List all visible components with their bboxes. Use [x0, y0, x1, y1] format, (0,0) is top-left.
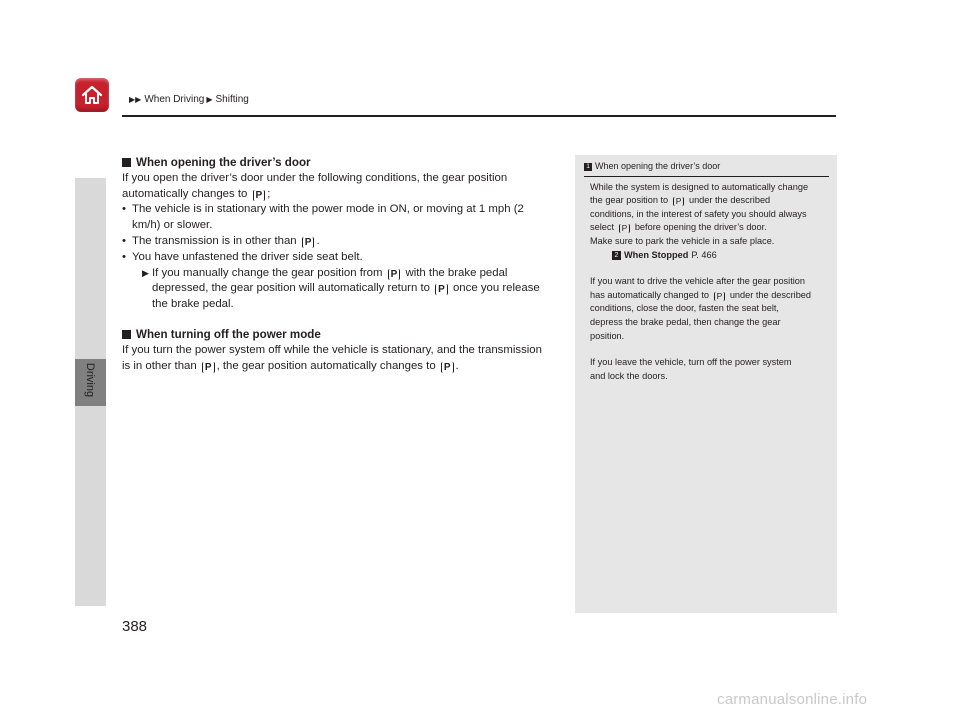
text-line: If you open the driver’s door under the following conditions, the gear position [122, 171, 508, 184]
breadcrumb-item-shifting[interactable]: Shifting [215, 94, 249, 105]
text-line: While the system is designed to automatically change [590, 181, 809, 192]
text-line: automatically changes to [122, 187, 248, 200]
square-bullet-icon [122, 330, 131, 339]
text-line: position. [590, 330, 625, 341]
text-fragment: . [316, 234, 320, 247]
page-number: 388 [122, 618, 148, 635]
text-fragment: depressed, the gear position will automatically return to [152, 282, 430, 295]
text-fragment: The transmission is in other than [132, 234, 297, 247]
text-line: conditions, in the interest of safety you should always [590, 208, 807, 219]
gear-p-icon: P [714, 292, 726, 301]
note-paragraph [590, 275, 829, 343]
main-content [122, 155, 562, 374]
list-item [122, 250, 562, 266]
side-note-title [584, 160, 829, 174]
gear-p-icon: P [253, 190, 266, 201]
paragraph [122, 171, 562, 203]
side-note-title-text: When opening the driver’s door [595, 161, 721, 171]
note-paragraph [590, 181, 829, 249]
text-line: km/h) or slower. [132, 219, 213, 232]
breadcrumb-arrow-icon: ▶ [206, 95, 213, 104]
side-note-body [584, 181, 829, 384]
gear-p-icon: P [673, 197, 685, 206]
text-line: You have unfastened the driver side seat belt. [132, 250, 363, 263]
watermark: carmanualsonline.info [717, 691, 868, 708]
breadcrumb-arrow-icon: ▶▶ [129, 95, 142, 104]
list-item [122, 202, 562, 234]
gear-p-icon: P [388, 269, 401, 280]
text-line: depress the brake pedal, then change the gear [590, 316, 781, 327]
gear-p-icon: P [441, 362, 454, 373]
text-fragment: , the gear position automatically changes to [216, 359, 436, 372]
note-paragraph [590, 356, 829, 383]
text-fragment: under the described [729, 289, 812, 300]
sidebar-label: Driving [84, 362, 96, 398]
text-line: the brake pedal. [152, 298, 234, 311]
home-icon [80, 83, 104, 107]
cross-reference-link[interactable] [590, 249, 829, 263]
breadcrumb-item-when-driving[interactable]: When Driving [144, 94, 205, 105]
text-fragment: select [590, 222, 615, 233]
text-fragment: with the brake pedal [405, 266, 508, 279]
reference-arrow-icon: 2 [612, 251, 621, 260]
text-fragment: has automatically changed to [590, 289, 710, 300]
reference-title: When Stopped [624, 249, 689, 260]
paragraph [122, 343, 562, 375]
section-heading-text: When opening the driver’s door [136, 156, 311, 169]
text-fragment: under the described [688, 195, 771, 206]
home-button[interactable] [75, 78, 109, 112]
text-line: If you turn the power system off while the vehicle is stationary, and the transmission [122, 343, 542, 356]
note-number-icon: 1 [584, 163, 592, 171]
spacer [590, 343, 829, 356]
condition-list [122, 202, 562, 265]
gear-p-icon: P [619, 224, 631, 233]
section-heading [122, 327, 562, 343]
spacer [122, 313, 562, 327]
text-line: conditions, close the door, fasten the seat belt, [590, 303, 779, 314]
text-fragment: the gear position to [590, 195, 669, 206]
text-line: Make sure to park the vehicle in a safe place. [590, 235, 775, 246]
sub-note [122, 266, 562, 313]
triangle-arrow-icon: ▶ [142, 267, 149, 278]
gear-p-icon: P [202, 362, 215, 373]
text-line: If you want to drive the vehicle after the gear position [590, 276, 806, 287]
text-fragment: once you release [452, 282, 540, 295]
text-fragment: ; [267, 187, 271, 200]
text-line: and lock the doors. [590, 370, 668, 381]
header-divider [122, 115, 836, 117]
section-heading-text: When turning off the power mode [136, 327, 321, 341]
side-note-divider [584, 176, 829, 177]
spacer [590, 262, 829, 275]
sidebar-track-bottom [75, 406, 106, 606]
square-bullet-icon [122, 158, 131, 167]
text-fragment: If you manually change the gear position from [152, 266, 383, 279]
side-note-panel [575, 155, 837, 613]
gear-p-icon: P [302, 237, 315, 248]
text-line: If you leave the vehicle, turn off the power system [590, 357, 792, 368]
section-heading [122, 155, 562, 171]
text-fragment: before opening the driver’s door. [634, 222, 767, 233]
list-item [122, 234, 562, 250]
text-fragment: is in other than [122, 359, 197, 372]
breadcrumb [129, 94, 249, 105]
text-line: The vehicle is in stationary with the power mode in ON, or moving at 1 mph (2 [132, 203, 524, 216]
text-fragment: . [455, 359, 459, 372]
sidebar-track-top [75, 178, 106, 359]
reference-page: P. 466 [691, 249, 717, 260]
gear-p-icon: P [435, 284, 448, 295]
